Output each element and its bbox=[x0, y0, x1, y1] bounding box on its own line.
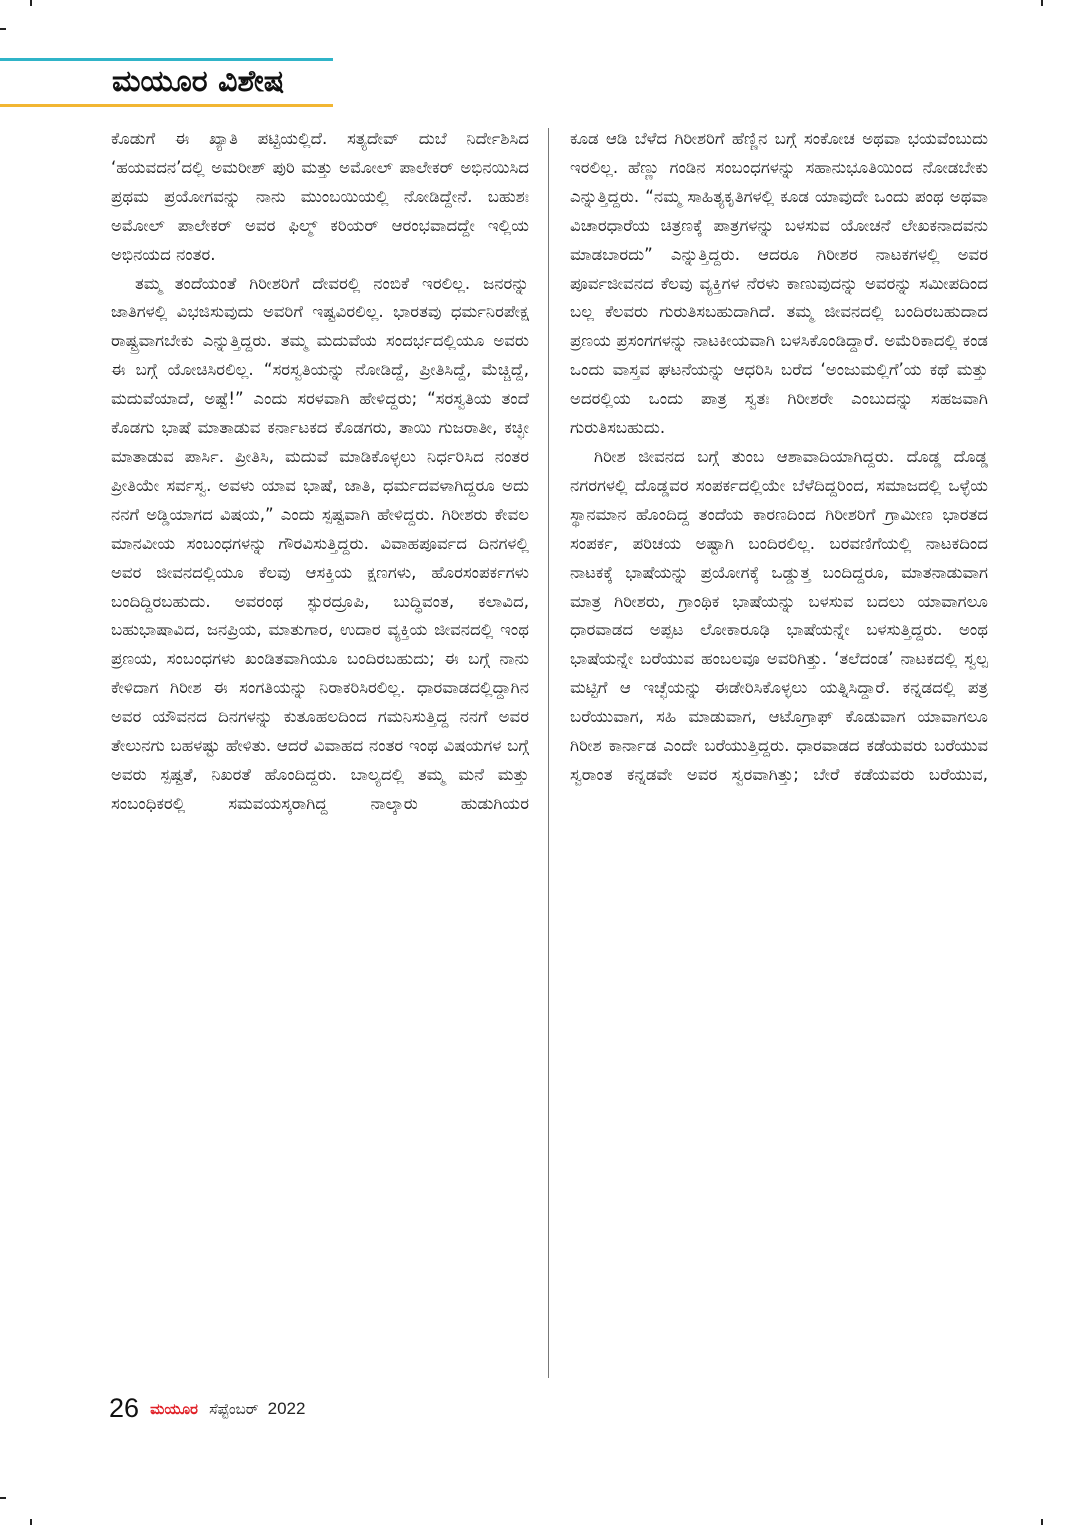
crop-mark-top-left bbox=[30, 0, 32, 6]
header-rule-top bbox=[0, 58, 333, 61]
crop-mark-left-lower bbox=[0, 1497, 6, 1499]
issue-month: ಸೆಪ್ಟೆಂಬರ್ bbox=[209, 1399, 259, 1418]
article-column-right bbox=[570, 125, 988, 790]
page-folio bbox=[109, 1393, 305, 1424]
crop-mark-bottom-right bbox=[1041, 1519, 1043, 1525]
article-paragraph: ಗಿರೀಶ ಜೀವನದ ಬಗ್ಗೆ ತುಂಬ ಆಶಾವಾದಿಯಾಗಿದ್ದರು. ದೊಡ್ಡ ದೊಡ್ಡ ನಗರಗಳಲ್ಲಿ ದೊಡ್ಡವರ ಸಂಪರ್ಕದಲ್ಲಿಯೇ ಬೆಳೆದಿದ್ದರಿಂದ, ಸಮಾಜದಲ್ಲಿ ಒಳ್ಳೆಯ ಸ್ಥಾನಮಾನ ಹೊಂದಿದ್ದ ತಂದೆಯ ಕಾರಣದಿಂದ ಗಿರೀಶರಿಗೆ ಗ್ರಾಮೀಣ ಭಾರತದ ಸಂಪರ್ಕ, ಪರಿಚಯ ಅಷ್ಟಾಗಿ ಬಂದಿರಲಿಲ್ಲ. ಬರವಣಿಗೆಯಲ್ಲಿ ನಾಟಕದಿಂದ ನಾಟಕಕ್ಕೆ ಭಾಷೆಯನ್ನು ಪ್ರಯೋಗಕ್ಕೆ ಒಡ್ಡುತ್ತ ಬಂದಿದ್ದರೂ, ಮಾತನಾಡುವಾಗ ಮಾತ್ರ ಗಿರೀಶರು, ಗ್ರಾಂಥಿಕ ಭಾಷೆಯನ್ನು ಬಳಸುವ ಬದಲು ಯಾವಾಗಲೂ ಧಾರವಾಡದ ಅಪ್ಪಟ ಲೋಕಾರೂಢಿ ಭಾಷೆಯನ್ನೇ ಬಳಸುತ್ತಿದ್ದರು. ಅಂಥ ಭಾಷೆಯನ್ನೇ ಬರೆಯುವ ಹಂಬಲವೂ ಅವರಿಗಿತ್ತು. ‘ತಲೆದಂಡ’ ನಾಟಕದಲ್ಲಿ ಸ್ವಲ್ಪ ಮಟ್ಟಿಗೆ ಆ ಇಚ್ಛೆಯನ್ನು ಈಡೇರಿಸಿಕೊಳ್ಳಲು ಯತ್ನಿಸಿದ್ದಾರೆ. ಕನ್ನಡದಲ್ಲಿ ಪತ್ರ ಬರೆಯುವಾಗ, ಸಹಿ ಮಾಡುವಾಗ, ಆಟೊಗ್ರಾಫ್ ಕೊಡುವಾಗ ಯಾವಾಗಲೂ ಗಿರೀಶ ಕಾರ್ನಾಡ ಎಂದೇ ಬರೆಯುತ್ತಿದ್ದರು. ಧಾರವಾಡದ ಕಡೆಯವರು ಬರೆಯುವ ಸ್ವರಾಂತ ಕನ್ನಡವೇ ಅವರ ಸ್ವರವಾಗಿತ್ತು; ಬೇರೆ ಕಡೆಯವರು ಬರೆಯುವ, bbox=[570, 446, 988, 784]
crop-mark-top-right bbox=[1041, 0, 1043, 6]
crop-mark-left-upper bbox=[0, 28, 6, 30]
article-paragraph: ಕೂಡ ಆಡಿ ಬೆಳೆದ ಗಿರೀಶರಿಗೆ ಹೆಣ್ಣಿನ ಬಗ್ಗೆ ಸಂಕೋಚ ಅಥವಾ ಭಯವೆಂಬುದು ಇರಲಿಲ್ಲ. ಹೆಣ್ಣು ಗಂಡಿನ ಸಂಬಂಧಗಳನ್ನು ಸಹಾನುಭೂತಿಯಿಂದ ನೋಡಬೇಕು ಎನ್ನುತ್ತಿದ್ದರು. “ನಮ್ಮ ಸಾಹಿತ್ಯಕೃತಿಗಳಲ್ಲಿ ಕೂಡ ಯಾವುದೇ ಒಂದು ಪಂಥ ಅಥವಾ ವಿಚಾರಧಾರೆಯ ಚಿತ್ರಣಕ್ಕೆ ಪಾತ್ರಗಳನ್ನು ಬಳಸುವ ಯೋಚನೆ ಲೇಖಕನಾದವನು ಮಾಡಬಾರದು” ಎನ್ನುತ್ತಿದ್ದರು. ಆದರೂ ಗಿರೀಶರ ನಾಟಕಗಳಲ್ಲಿ ಅವರ ಪೂರ್ವಜೀವನದ ಕೆಲವು ವ್ಯಕ್ತಿಗಳ ನೆರಳು ಕಾಣುವುದನ್ನು ಅವರನ್ನು ಸಮೀಪದಿಂದ ಬಲ್ಲ ಕೆಲವರು ಗುರುತಿಸಬಹುದಾಗಿದೆ. ತಮ್ಮ ಜೀವನದಲ್ಲಿ ಬಂದಿರಬಹುದಾದ ಪ್ರಣಯ ಪ್ರಸಂಗಗಳನ್ನು ನಾಟಕೀಯವಾಗಿ ಬಳಸಿಕೊಂಡಿದ್ದಾರೆ. ಅಮೆರಿಕಾದಲ್ಲಿ ಕಂಡ ಒಂದು ವಾಸ್ತವ ಘಟನೆಯನ್ನು ಆಧರಿಸಿ ಬರೆದ ‘ಅಂಜುಮಲ್ಲಿಗೆ’ಯ ಕಥೆ ಮತ್ತು ಅದರಲ್ಲಿಯ ಒಂದು ಪಾತ್ರ ಸ್ವತಃ ಗಿರೀಶರೇ ಎಂಬುದನ್ನು ಸಹಜವಾಗಿ ಗುರುತಿಸಬಹುದು. bbox=[570, 129, 988, 438]
section-title: ಮಯೂರ ವಿಶೇಷ bbox=[112, 64, 285, 99]
magazine-logo: ಮಯೂರ bbox=[150, 1399, 198, 1418]
article-column-left bbox=[111, 125, 529, 819]
page-number: 26 bbox=[109, 1393, 140, 1423]
issue-year: 2022 bbox=[267, 1398, 306, 1418]
article-paragraph: ತಮ್ಮ ತಂದೆಯಂತೆ ಗಿರೀಶರಿಗೆ ದೇವರಲ್ಲಿ ನಂಬಿಕೆ ಇರಲಿಲ್ಲ. ಜನರನ್ನು ಜಾತಿಗಳಲ್ಲಿ ವಿಭಜಿಸುವುದು ಅವರಿಗೆ ಇಷ್ಟವಿರಲಿಲ್ಲ. ಭಾರತವು ಧರ್ಮನಿರಪೇಕ್ಷ ರಾಷ್ಟ್ರವಾಗಬೇಕು ಎನ್ನುತ್ತಿದ್ದರು. ತಮ್ಮ ಮದುವೆಯ ಸಂದರ್ಭದಲ್ಲಿಯೂ ಅವರು ಈ ಬಗ್ಗೆ ಯೋಚಿಸಿರಲಿಲ್ಲ. “ಸರಸ್ವತಿಯನ್ನು ನೋಡಿದ್ದೆ, ಪ್ರೀತಿಸಿದ್ದೆ, ಮೆಚ್ಚಿದ್ದೆ, ಮದುವೆಯಾದೆ, ಅಷ್ಟೆ!” ಎಂದು ಸರಳವಾಗಿ ಹೇಳಿದ್ದರು; “ಸರಸ್ವತಿಯ ತಂದೆ ಕೊಡಗು ಭಾಷೆ ಮಾತಾಡುವ ಕರ್ನಾಟಕದ ಕೊಡಗರು, ತಾಯಿ ಗುಜರಾತೀ, ಕಚ್ಛೀ ಮಾತಾಡುವ ಪಾರ್ಸಿ. ಪ್ರೀತಿಸಿ, ಮದುವೆ ಮಾಡಿಕೊಳ್ಳಲು ನಿರ್ಧರಿಸಿದ ನಂತರ ಪ್ರೀತಿಯೇ ಸರ್ವಸ್ವ. ಅವಳು ಯಾವ ಭಾಷೆ, ಜಾತಿ, ಧರ್ಮದವಳಾಗಿದ್ದರೂ ಅದು ನನಗೆ ಅಡ್ಡಿಯಾಗದ ವಿಷಯ,” ಎಂದು ಸ್ಪಷ್ಟವಾಗಿ ಹೇಳಿದ್ದರು. ಗಿರೀಶರು ಕೇವಲ ಮಾನವೀಯ ಸಂಬಂಧಗಳನ್ನು ಗೌರವಿಸುತ್ತಿದ್ದರು. ವಿವಾಹಪೂರ್ವದ ದಿನಗಳಲ್ಲಿ ಅವರ ಜೀವನದಲ್ಲಿಯೂ ಕೆಲವು ಆಸಕ್ತಿಯ ಕ್ಷಣಗಳು, ಹೊರಸಂಪರ್ಕಗಳು ಬಂದಿದ್ದಿರಬಹುದು. ಅವರಂಥ ಸ್ಫುರದ್ರೂಪಿ, ಬುದ್ಧಿವಂತ, ಕಲಾವಿದ, ಬಹುಭಾಷಾವಿದ, ಜನಪ್ರಿಯ, ಮಾತುಗಾರ, ಉದಾರ ವ್ಯಕ್ತಿಯ ಜೀವನದಲ್ಲಿ ಇಂಥ ಪ್ರಣಯ, ಸಂಬಂಧಗಳು ಖಂಡಿತವಾಗಿಯೂ ಬಂದಿರಬಹುದು; ಈ ಬಗ್ಗೆ ನಾನು ಕೇಳಿದಾಗ ಗಿರೀಶ ಈ ಸಂಗತಿಯನ್ನು ನಿರಾಕರಿಸಿರಲಿಲ್ಲ. ಧಾರವಾಡದಲ್ಲಿದ್ದಾಗಿನ ಅವರ ಯೌವನದ ದಿನಗಳನ್ನು ಕುತೂಹಲದಿಂದ ಗಮನಿಸುತ್ತಿದ್ದ ನನಗೆ ಅವರ ತೇಲುನಗು ಬಹಳಷ್ಟು ಹೇಳಿತು. ಆದರೆ ವಿವಾಹದ ನಂತರ ಇಂಥ ವಿಷಯಗಳ ಬಗ್ಗೆ ಅವರು ಸ್ಪಷ್ಟತೆ, ನಿಖರತೆ ಹೊಂದಿದ್ದರು. ಬಾಲ್ಯದಲ್ಲಿ ತಮ್ಮ ಮನೆ ಮತ್ತು ಸಂಬಂಧಿಕರಲ್ಲಿ ಸಮವಯಸ್ಕರಾಗಿದ್ದ ನಾಲ್ಕಾರು ಹುಡುಗಿಯರ bbox=[111, 273, 529, 813]
article-paragraph: ಕೊಡುಗೆ ಈ ಖ್ಯಾತಿ ಪಟ್ಟಿಯಲ್ಲಿದೆ. ಸತ್ಯದೇವ್ ದುಬೆ ನಿರ್ದೇಶಿಸಿದ ‘ಹಯವದನ’ದಲ್ಲಿ ಅಮರೀಶ್ ಪುರಿ ಮತ್ತು ಅಮೋಲ್ ಪಾಲೇಕರ್ ಅಭಿನಯಿಸಿದ ಪ್ರಥಮ ಪ್ರಯೋಗವನ್ನು ನಾನು ಮುಂಬಯಿಯಲ್ಲಿ ನೋಡಿದ್ದೇನೆ. ಬಹುಶಃ ಅಮೋಲ್ ಪಾಲೇಕರ್ ಅವರ ಫಿಲ್ಮ್ ಕರಿಯರ್ ಆರಂಭವಾದದ್ದೇ ಇಲ್ಲಿಯ ಅಭಿನಯದ ನಂತರ. bbox=[111, 129, 529, 264]
header-rule-bottom bbox=[0, 104, 333, 107]
column-divider bbox=[548, 128, 549, 1378]
crop-mark-bottom-left bbox=[30, 1519, 32, 1525]
